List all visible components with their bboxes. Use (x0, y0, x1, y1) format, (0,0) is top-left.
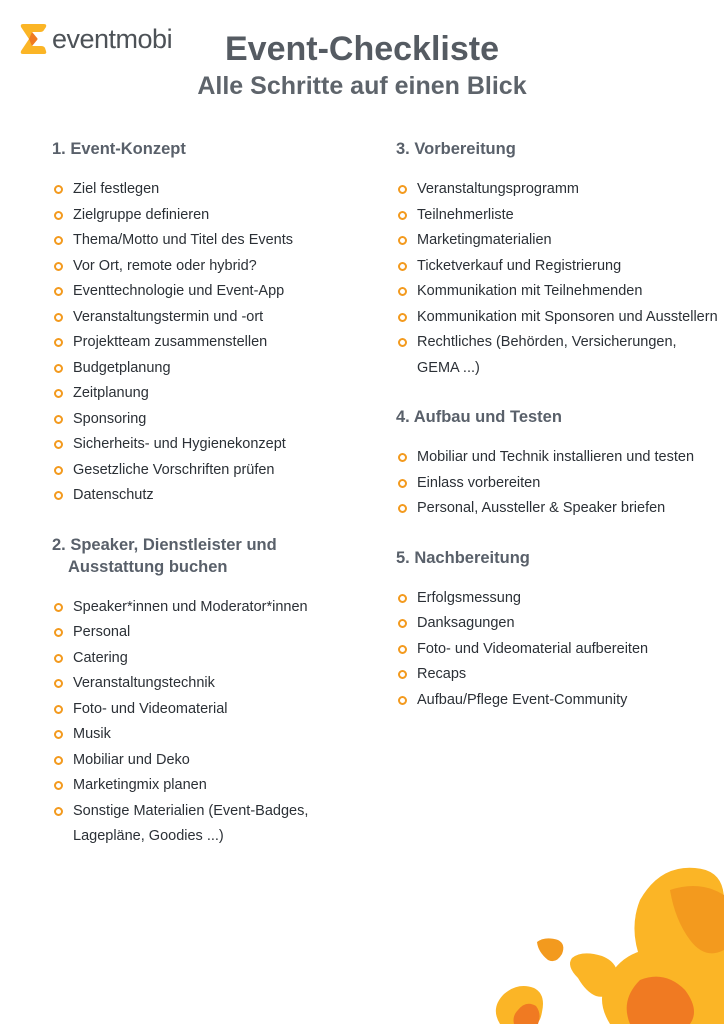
section-aufbau-testen (396, 406, 720, 522)
checklist-item-label: Kommunikation mit Teilnehmenden (417, 283, 643, 299)
checklist-item (396, 586, 720, 612)
page-subtitle: Alle Schritte auf einen Blick (197, 72, 527, 100)
checklist-item (52, 254, 372, 280)
bullet-circle-icon (54, 807, 63, 816)
bullet-circle-icon (398, 645, 407, 654)
bullet-circle-icon (398, 185, 407, 194)
checklist-item (52, 722, 372, 748)
checklist-item-label: Thema/Motto und Titel des Events (73, 232, 294, 248)
bullet-circle-icon (398, 696, 407, 705)
checklist-item-label: Veranstaltungsprogramm (417, 181, 579, 197)
checklist-item-label: Ziel festlegen (73, 181, 160, 197)
checklist-item (396, 305, 720, 331)
section-vorbereitung (396, 138, 720, 381)
checklist-item (396, 203, 720, 229)
checklist-item (52, 279, 372, 305)
checklist-item (396, 177, 720, 203)
checklist-item-label: Marketingmaterialien (417, 232, 552, 248)
checklist-item (396, 445, 720, 471)
bullet-circle-icon (54, 679, 63, 688)
checklist-item (52, 330, 372, 356)
checklist-item (52, 356, 372, 382)
checklist-item (52, 407, 372, 433)
bullet-circle-icon (54, 781, 63, 790)
checklist-item (52, 381, 372, 407)
bullet-circle-icon (398, 594, 407, 603)
checklist-item (396, 254, 720, 280)
section-nachbereitung (396, 547, 720, 714)
checklist-item-label: Veranstaltungstechnik (73, 675, 215, 691)
checklist-item (52, 483, 372, 509)
section-title: 5. Nachbereitung (396, 548, 530, 567)
page-title: Event-Checkliste (225, 30, 499, 68)
checklist-item (52, 432, 372, 458)
checklist (396, 586, 720, 714)
checklist-item (396, 688, 720, 714)
checklist-item-label: Zielgruppe definieren (73, 206, 210, 223)
checklist-item (396, 611, 720, 637)
checklist-item-label: Catering (73, 649, 128, 666)
bullet-circle-icon (398, 236, 407, 245)
checklist-item (52, 228, 372, 254)
section-title: 4. Aufbau und Testen (396, 408, 562, 426)
checklist-item-label: Musik (73, 726, 111, 742)
section-title: 2. Speaker, Dienstleister und Ausstattung buchen (52, 535, 277, 576)
checklist-item-label: Datenschutz (73, 487, 154, 503)
checklist-item (52, 799, 372, 850)
checklist-item-label: Teilnehmerliste (417, 206, 514, 223)
checklist (396, 445, 720, 522)
left-column (52, 138, 372, 875)
checklist-item (52, 305, 372, 331)
checklist-item (396, 228, 720, 254)
right-column (396, 138, 720, 738)
bullet-circle-icon (398, 287, 407, 296)
checklist-item-label: Ticketverkauf und Registrierung (417, 257, 622, 274)
checklist-item-label: Danksagungen (417, 615, 515, 631)
checklist-item-label: Eventtechnologie und Event-App (73, 283, 285, 299)
bullet-circle-icon (398, 262, 407, 271)
checklist-item-label: Foto- und Videomaterial (73, 700, 228, 717)
checklist-item (52, 458, 372, 484)
bullet-circle-icon (54, 654, 63, 663)
bullet-circle-icon (54, 185, 63, 194)
checklist-item-label: Vor Ort, remote oder hybrid? (73, 257, 257, 274)
bullet-circle-icon (54, 466, 63, 475)
checklist-item (52, 203, 372, 229)
bullet-circle-icon (54, 211, 63, 220)
bullet-circle-icon (54, 338, 63, 347)
bullet-circle-icon (54, 491, 63, 500)
checklist-item (52, 595, 372, 621)
decorative-blobs-graphic (490, 860, 724, 1024)
bullet-circle-icon (54, 415, 63, 424)
checklist (396, 177, 720, 381)
bullet-circle-icon (54, 364, 63, 373)
section-title: 3. Vorbereitung (396, 140, 516, 158)
checklist-item-label: Personal, Aussteller & Speaker briefen (417, 500, 666, 516)
checklist-item-label: Gesetzliche Vorschriften prüfen (73, 461, 275, 478)
bullet-circle-icon (398, 670, 407, 679)
bullet-circle-icon (54, 287, 63, 296)
section-event-konzept (52, 138, 372, 509)
checklist-item-label: Zeitplanung (73, 385, 149, 401)
checklist-item-label: Recaps (417, 666, 467, 682)
checklist-item (52, 697, 372, 723)
checklist-item (396, 637, 720, 663)
bullet-circle-icon (398, 313, 407, 322)
checklist-item-label: Budgetplanung (73, 359, 171, 376)
bullet-circle-icon (54, 628, 63, 637)
bullet-circle-icon (398, 619, 407, 628)
checklist (52, 595, 372, 850)
checklist-item-label: Aufbau/Pflege Event-Community (417, 691, 628, 708)
checklist-item (396, 330, 720, 381)
checklist (52, 177, 372, 509)
checklist-item-label: Speaker*innen und Moderator*innen (73, 598, 308, 615)
checklist-item-label: Veranstaltungstermin und -ort (73, 308, 264, 325)
bullet-circle-icon (54, 603, 63, 612)
checklist-item (52, 748, 372, 774)
checklist-item-label: Sonstige Materialien (Event-Badges, Lagepläne, Goodies ...) (73, 802, 309, 844)
checklist-item-label: Sponsoring (73, 410, 147, 427)
section-speaker-dienstleister (52, 534, 372, 850)
bullet-circle-icon (54, 440, 63, 449)
checklist-item (396, 496, 720, 522)
bullet-circle-icon (54, 705, 63, 714)
checklist-item (52, 773, 372, 799)
bullet-circle-icon (398, 211, 407, 220)
checklist-item (396, 279, 720, 305)
checklist-item-label: Projektteam zusammenstellen (73, 334, 268, 350)
bullet-circle-icon (54, 313, 63, 322)
checklist-item (52, 620, 372, 646)
checklist-item-label: Foto- und Videomaterial aufbereiten (417, 640, 649, 657)
bullet-circle-icon (398, 504, 407, 513)
checklist-item (52, 671, 372, 697)
checklist-item-label: Mobiliar und Technik installieren und testen (417, 449, 695, 465)
bullet-circle-icon (398, 453, 407, 462)
bullet-circle-icon (54, 730, 63, 739)
checklist-item-label: Einlass vorbereiten (417, 474, 541, 491)
checklist-item (396, 662, 720, 688)
bullet-circle-icon (54, 262, 63, 271)
bullet-circle-icon (398, 338, 407, 347)
bullet-circle-icon (54, 756, 63, 765)
section-title: 1. Event-Konzept (52, 140, 186, 158)
logo-wordmark: eventmobi (52, 23, 173, 54)
checklist-item-label: Erfolgsmessung (417, 589, 521, 606)
checklist-item (396, 471, 720, 497)
checklist-item-label: Mobiliar und Deko (73, 751, 190, 768)
checklist-item-label: Personal (73, 624, 131, 640)
checklist-item-label: Sicherheits- und Hygienekonzept (73, 436, 286, 452)
checklist-item (52, 177, 372, 203)
checklist-item-label: Kommunikation mit Sponsoren und Ausstellern (417, 308, 718, 325)
bullet-circle-icon (398, 479, 407, 488)
bullet-circle-icon (54, 236, 63, 245)
checklist-item (52, 646, 372, 672)
checklist-item-label: Marketingmix planen (73, 777, 207, 793)
bullet-circle-icon (54, 389, 63, 398)
checklist-item-label: Rechtliches (Behörden, Versicherungen, GEMA ...) (417, 334, 677, 376)
